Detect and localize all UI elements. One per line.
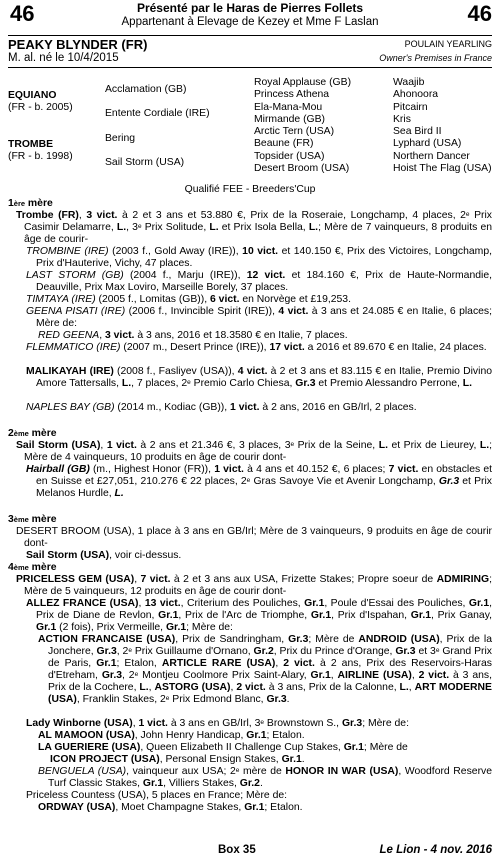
grandsire-maternal: Bering	[105, 133, 136, 144]
granddam-maternal: Sail Storm (USA)	[105, 157, 185, 168]
entry-last-storm: LAST STORM (GB) (2004 f., Marju (IRE)), 12 vict. et 184.160 €, Prix de Haute-Normandie, Deauville, Prix Max Loviro, Marseille Borely, 37 places.	[26, 270, 492, 293]
gen3-1: Royal Applause (GB)	[254, 77, 352, 88]
granddam-paternal: Entente Cordiale (IRE)	[105, 108, 210, 119]
entry-trombine: TROMBINE (IRE) (2003 f., Gold Away (IRE)), 10 vict. et 140.150 €, Prix des Victoires, Longchamp, Prix d'Hauterive, Vichy, 47 places.	[26, 246, 492, 269]
first-dam-heading: 1ère mère	[8, 198, 53, 209]
footer-sale: Le Lion - 4 nov. 2016	[379, 844, 492, 856]
sire-name: EQUIANO	[8, 90, 57, 101]
entry-desert-broom: DESERT BROOM (USA), 1 place à 3 ans en GB/Irl; Mère de 3 vainqueurs, 9 produits en âge de courir dont-	[16, 526, 492, 549]
entry-hairball: Hairball (GB) (m., Highest Honor (FR)), 1 vict. à 4 ans et 40.152 €, 6 places; 7 vict. en obstacles et en Suisse et £27,051, 210.276 € 22 places, 2e Gras Savoye Vie et Avenir Longchamp, Gr.3 et Prix Melanos Hurdle, L.	[26, 464, 493, 499]
gen4-6: Lyphard (USA)	[393, 138, 462, 149]
owner-country: Owner's Premises in France	[379, 53, 492, 63]
entry-naples-bay: NAPLES BAY (GB) (2014 m., Kodiac (GB)), 1 vict. à 2 ans, 2016 en GB/Irl, 2 places.	[26, 402, 417, 413]
horse-birth: M. al. né le 10/4/2015	[8, 52, 119, 64]
entry-malikayah: MALIKAYAH (IRE) (2008 f., Fasliyev (USA)), 4 vict. à 2 et 3 ans et 83.115 € en Italie, Premio Divino Amore Tattersalls, L., 7 places, 2e Premio Carlo Chiesa, Gr.3 et Premio Alessandro Perrone, L.	[26, 366, 492, 389]
gen4-8: Hoist The Flag (USA)	[393, 163, 492, 174]
entry-allez-france: ALLEZ FRANCE (USA), 13 vict., Criterium des Pouliches, Gr.1, Poule d'Essai des Pouliches, Gr.1, Prix de Diane de Revlon, Gr.1, Prix de l'Arc de Triomphe, Gr.1, Prix d'Ispahan, Gr.1, Prix Ganay, Gr.1 (2 fois), Prix Vermeille, Gr.1; Mère de:	[26, 598, 492, 633]
header-rule	[8, 35, 492, 36]
entry-red-geena: RED GEENA, 3 vict. à 3 ans, 2016 et 18.3580 € en Italie, 7 places.	[38, 330, 348, 341]
gen3-2: Princess Athena	[254, 89, 330, 100]
third-dam-heading: 3ème mère	[8, 514, 57, 525]
gen4-2: Ahonoora	[393, 89, 439, 100]
gen4-4: Kris	[393, 114, 411, 125]
gen3-6: Beaune (FR)	[254, 138, 314, 149]
gen3-3: Ela-Mana-Mou	[254, 102, 323, 113]
lot-number-right: 46	[467, 1, 492, 26]
sire-info: (FR - b. 2005)	[8, 102, 73, 113]
entry-action-francaise: ACTION FRANCAISE (USA), Prix de Sandringham, Gr.3; Mère de ANDROID (USA), Prix de la Jonchere, Gr.3, 2e Prix Guillaume d'Ornano, Gr.2, Prix du Prince d'Orange, Gr.3 et 3e Grand Prix de Paris, Gr.1; Etalon, ARTICLE RARE (USA), 2 vict. à 2 ans, Prix des Reservoirs-Haras d'Etreham, Gr.3, 2e Montjeu Coolmore Prix Saint-Alary, Gr.1, AIRLINE (USA), 2 vict. à 3 ans, Prix de la Cochere, L., ASTORG (USA), 2 vict. à 3 ans, Prix de la Calonne, L., ART MODERNE (USA), Franklin Stakes, 2e Prix Edmond Blanc, Gr.3.	[38, 634, 493, 705]
entry-flemmatico: FLEMMATICO (IRE) (2007 m., Desert Prince (IRE)), 17 vict. a 2016 et 89.670 € en Italie, 24 places.	[26, 342, 487, 353]
horse-category: POULAIN YEARLING	[404, 39, 492, 49]
gen4-5: Sea Bird II	[393, 126, 442, 137]
gen3-7: Topsider (USA)	[254, 151, 325, 162]
owner-line: Appartenant à Elevage de Kezey et Mme F Laslan	[121, 16, 379, 28]
entry-priceless-countess: Priceless Countess (USA), 5 places en France; Mère de:	[26, 790, 288, 801]
gen3-4: Mirmande (GB)	[254, 114, 326, 125]
gen4-7: Northern Dancer	[393, 151, 470, 162]
pedigree-rule	[8, 67, 492, 68]
presented-by: Présenté par le Haras de Pierres Follets	[136, 1, 364, 15]
entry-benguela: BENGUELA (USA), vainqueur aux USA; 2e mère de HONOR IN WAR (USA), Woodford Reserve Turf Classic Stakes, Gr.1, Villiers Stakes, Gr.2.	[38, 766, 492, 789]
grandsire-paternal: Acclamation (GB)	[105, 84, 187, 95]
entry-la-gueriere: LA GUERIERE (USA), Queen Elizabeth II Challenge Cup Stakes, Gr.1; Mère de	[38, 742, 408, 753]
entry-sail-storm-ref: Sail Storm (USA), voir ci-dessus.	[26, 550, 182, 561]
gen3-8: Desert Broom (USA)	[254, 163, 350, 174]
entry-sail-storm: Sail Storm (USA), 1 vict. à 2 ans et 21.346 €, 3 places, 3e Prix de la Seine, L. et Prix de Lieurey, L.; Mère de 4 vainqueurs, 10 produits en âge de courir dont-	[16, 440, 492, 463]
gen4-1: Waajib	[393, 77, 425, 88]
horse-name: PEAKY BLYNDER (FR)	[8, 37, 148, 52]
entry-ordway: ORDWAY (USA), Moet Champagne Stakes, Gr.1; Etalon.	[38, 802, 303, 813]
qualification: Qualifié FEE - Breeders'Cup	[184, 184, 316, 195]
gen3-5: Arctic Tern (USA)	[254, 126, 335, 137]
entry-priceless-gem: PRICELESS GEM (USA), 7 vict. à 2 et 3 ans aux USA, Frizette Stakes; Propre soeur de ADMIRING; Mère de 5 vainqueurs, 12 produits en âge de courir dont-	[16, 574, 492, 597]
entry-al-mamoon: AL MAMOON (USA), John Henry Handicap, Gr.1; Etalon.	[38, 730, 305, 741]
lot-number-left: 46	[10, 1, 35, 26]
entry-icon-project: ICON PROJECT (USA), Personal Ensign Stakes, Gr.1.	[50, 754, 305, 765]
second-dam-heading: 2ème mère	[8, 428, 57, 439]
fourth-dam-heading: 4ème mère	[8, 562, 57, 573]
entry-lady-winborne: Lady Winborne (USA), 1 vict. à 3 ans en GB/Irl, 3e Brownstown S., Gr.3; Mère de:	[26, 718, 409, 729]
dam-name: TROMBE	[8, 139, 54, 150]
entry-timtaya: TIMTAYA (IRE) (2005 f., Lomitas (GB)), 6 vict. en Norvège et £19,253.	[26, 294, 351, 305]
footer-box: Box 35	[218, 844, 256, 856]
entry-trombe: Trombe (FR), 3 vict. à 2 et 3 ans et 53.880 €, Prix de la Roseraie, Longchamp, 4 places, 2e Prix Casimir Delamarre, L., 3e Prix Solitude, L. et Prix Isola Bella, L.; Mère de 7 vainqueurs, 8 produits en âge de courir-	[16, 210, 492, 245]
dam-info: (FR - b. 1998)	[8, 151, 73, 162]
gen4-3: Pitcairn	[393, 102, 428, 113]
entry-geena-pisati: GEENA PISATI (IRE) (2006 f., Invincible Spirit (IRE)), 4 vict. à 3 ans et 24.085 € en Italie, 6 places; Mère de:	[26, 306, 492, 329]
